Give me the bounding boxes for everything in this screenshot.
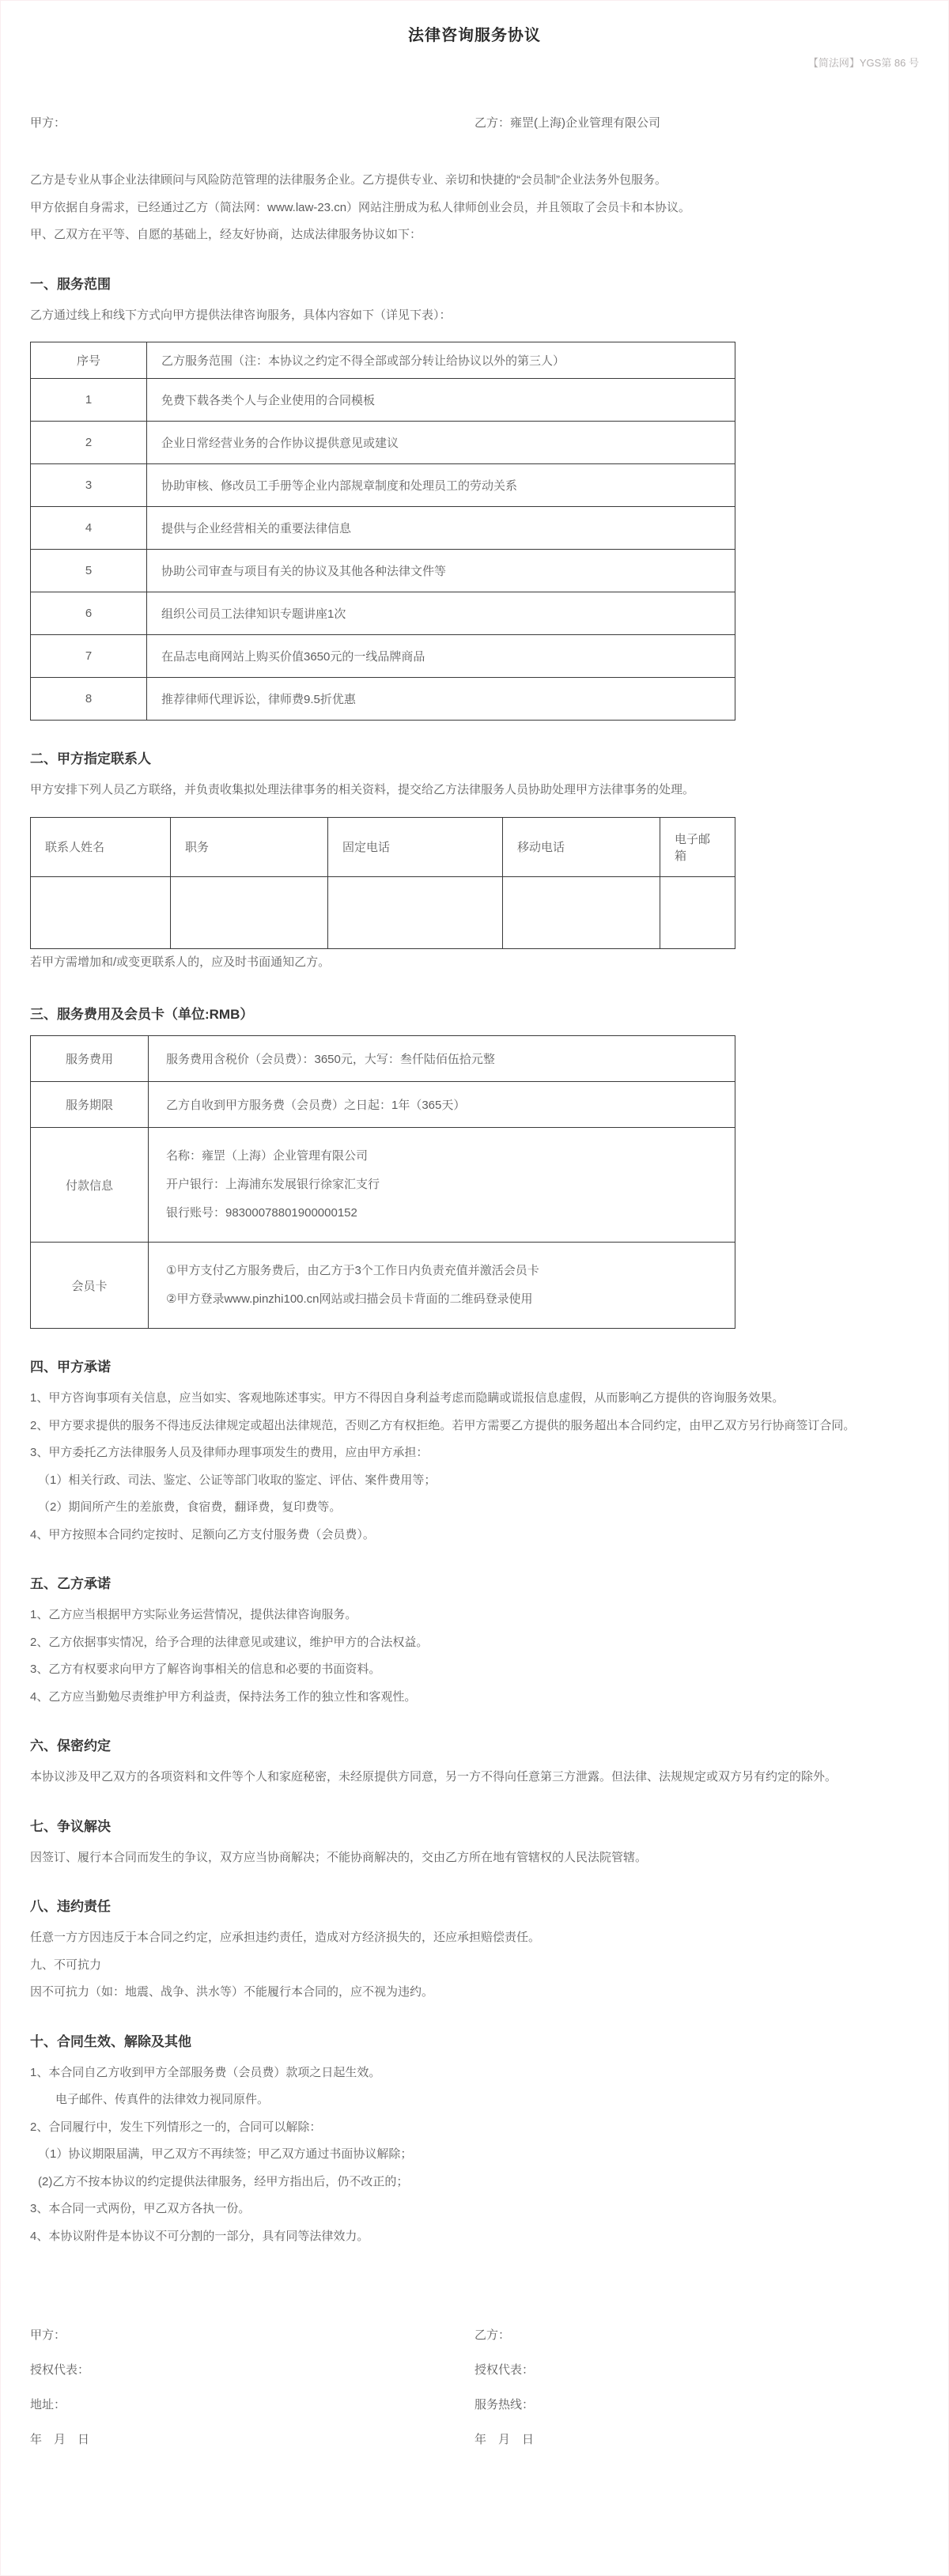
section-3-heading: 三、服务费用及会员卡（单位:RMB） — [30, 1007, 254, 1022]
row-text: 协助公司审查与项目有关的协议及其他各种法律文件等 — [147, 550, 735, 592]
column-header-no: 序号 — [31, 342, 147, 379]
table-row — [31, 550, 735, 592]
section-5-item: 4、乙方应当勤勉尽责维护甲方利益责，保持法务工作的独立性和客观性。 — [30, 1689, 417, 1704]
row-number: 4 — [31, 507, 147, 550]
section-4-item: 2、甲方要求提供的服务不得违反法律规定或超出法律规范，否则乙方有权拒绝。若甲方需要乙方提供的服务超出本合同约定，由甲乙双方另行协商签订合同。 — [30, 1418, 856, 1432]
row-number: 5 — [31, 550, 147, 592]
table-row — [31, 678, 735, 721]
signature-party-b — [475, 2326, 919, 2465]
row-number: 8 — [31, 678, 147, 721]
section-10-heading: 十、合同生效、解除及其他 — [30, 2033, 191, 2049]
section-10-subline: 电子邮件、传真件的法律效力视同原件。 — [55, 2093, 270, 2106]
fee-row-label: 付款信息 — [31, 1128, 149, 1243]
table-row — [31, 635, 735, 678]
member-card-term-2: ②甲方登录www.pinzhi100.cn网站或扫描会员卡背面的二维码登录使用 — [166, 1292, 533, 1306]
fee-row — [31, 1243, 735, 1329]
fee-row-label: 会员卡 — [31, 1243, 149, 1329]
row-number: 3 — [31, 464, 147, 507]
section-8-heading: 八、违约责任 — [30, 1899, 111, 1914]
section-1-heading: 一、服务范围 — [30, 276, 111, 292]
row-number: 2 — [31, 422, 147, 464]
fee-row-value — [149, 1243, 735, 1329]
row-text: 企业日常经营业务的合作协议提供意见或建议 — [147, 422, 735, 464]
row-text: 协助审核、修改员工手册等企业内部规章制度和处理员工的劳动关系 — [147, 464, 735, 507]
section-4-subitem: （2）期间所产生的差旅费，食宿费，翻译费，复印费等。 — [38, 1500, 342, 1514]
table-row — [31, 507, 735, 550]
contact-cell — [328, 876, 503, 948]
contact-header-name: 联系人姓名 — [31, 817, 171, 876]
parties-row — [30, 114, 919, 131]
contact-cell — [503, 876, 660, 948]
fee-table — [30, 1035, 735, 1329]
section-10-subitem: （1）协议期限届满，甲乙双方不再续签；甲乙双方通过书面协议解除； — [38, 2147, 413, 2161]
row-text: 免费下载各类个人与企业使用的合同模板 — [147, 379, 735, 422]
contacts-note: 若甲方需增加和/或变更联系人的，应及时书面通知乙方。 — [30, 955, 331, 969]
table-header-row — [31, 342, 735, 379]
sign-party-a-label: 甲方： — [30, 2328, 66, 2342]
row-text: 推荐律师代理诉讼，律师费9.5折优惠 — [147, 678, 735, 721]
party-a-label: 甲方： — [30, 116, 66, 130]
contact-header-position: 职务 — [171, 817, 328, 876]
table-row — [31, 592, 735, 635]
contacts-table — [30, 817, 735, 949]
fee-row — [31, 1082, 735, 1128]
section-7-body: 因签订、履行本合同而发生的争议，双方应当协商解决；不能协商解决的，交由乙方所在地有管辖权的人民法院管辖。 — [30, 1850, 648, 1864]
row-number: 7 — [31, 635, 147, 678]
member-card-term-1: ①甲方支付乙方服务费后，由乙方于3个工作日内负责充值并激活会员卡 — [166, 1264, 539, 1277]
row-text: 组织公司员工法律知识专题讲座1次 — [147, 592, 735, 635]
contact-header-landline: 固定电话 — [328, 817, 503, 876]
section-4-heading: 四、甲方承诺 — [30, 1360, 111, 1375]
section-8-body: 任意一方方因违反于本合同之约定，应承担违约责任，造成对方经济损失的，还应承担赔偿责任。 — [30, 1931, 541, 1944]
section-4-subitem: （1）相关行政、司法、鉴定、公证等部门收取的鉴定、评估、案件费用等； — [38, 1473, 437, 1487]
row-text: 在品志电商网站上购买价值3650元的一线品牌商品 — [147, 635, 735, 678]
contact-cell — [171, 876, 328, 948]
payee-name: 名称：雍罡（上海）企业管理有限公司 — [166, 1149, 369, 1163]
intro-block — [30, 167, 919, 249]
section-5-item: 1、乙方应当根据甲方实际业务运营情况，提供法律咨询服务。 — [30, 1608, 357, 1621]
fee-row-label: 服务费用 — [31, 1036, 149, 1082]
intro-paragraph: 甲、乙双方在平等、自愿的基础上，经友好协商，达成法律服务协议如下： — [30, 228, 422, 241]
sign-party-a-date: 年 月 日 — [30, 2433, 90, 2446]
section-10-item: 1、本合同自乙方收到甲方全部服务费（会员费）款项之日起生效。 — [30, 2065, 381, 2079]
section-1-lead: 乙方通过线上和线下方式向甲方提供法律咨询服务，具体内容如下（详见下表）： — [30, 308, 452, 322]
row-number: 6 — [31, 592, 147, 635]
section-9-body: 因不可抗力（如：地震、战争、洪水等）不能履行本合同的，应不视为违约。 — [30, 1985, 434, 1999]
sign-party-b-representative: 授权代表： — [475, 2363, 535, 2377]
section-6-heading: 六、保密约定 — [30, 1738, 111, 1753]
row-text: 提供与企业经营相关的重要法律信息 — [147, 507, 735, 550]
table-row — [31, 422, 735, 464]
contact-cell — [660, 876, 735, 948]
document-number: 【简法网】YGS第 86 号 — [807, 57, 919, 69]
section-2-lead: 甲方安排下列人员乙方联络，并负责收集拟处理法律事务的相关资料，提交给乙方法律服务人员协助处理甲方法律事务的处理。 — [30, 783, 695, 796]
section-10-item: 4、本协议附件是本协议不可分割的一部分，具有同等法律效力。 — [30, 2229, 369, 2243]
section-6-body: 本协议涉及甲乙双方的各项资料和文件等个人和家庭秘密，未经原提供方同意，另一方不得向任意第三方泄露。但法律、法规规定或双方另有约定的除外。 — [30, 1770, 837, 1784]
sign-party-a-representative: 授权代表： — [30, 2363, 90, 2377]
section-4-item: 1、甲方咨询事项有关信息，应当如实、客观地陈述事实。甲方不得因自身利益考虑而隐瞒或谎报信息虚假，从而影响乙方提供的咨询服务效果。 — [30, 1391, 785, 1405]
sign-party-b-hotline: 服务热线： — [475, 2398, 535, 2411]
row-number: 1 — [31, 379, 147, 422]
intro-paragraph: 乙方是专业从事企业法律顾问与风险防范管理的法律服务企业。乙方提供专业、亲切和快捷的“会员制”企业法务外包服务。 — [30, 173, 667, 187]
signature-block — [30, 2326, 919, 2465]
intro-paragraph: 甲方依据自身需求，已经通过乙方（简法网：www.law-23.cn）网站注册成为私人律师创业会员，并且领取了会员卡和本协议。 — [30, 200, 691, 214]
table-row — [31, 464, 735, 507]
section-5-item: 3、乙方有权要求向甲方了解咨询事相关的信息和必要的书面资料。 — [30, 1662, 381, 1676]
signature-party-a — [30, 2326, 475, 2465]
section-10-item: 3、本合同一式两份，甲乙双方各执一份。 — [30, 2202, 251, 2215]
fee-row-value — [149, 1128, 735, 1243]
column-header-scope: 乙方服务范围（注：本协议之约定不得全部或部分转让给协议以外的第三人） — [147, 342, 735, 379]
section-10-subitem: (2)乙方不按本协议的约定提供法律服务，经甲方指出后，仍不改正的； — [38, 2174, 409, 2188]
section-2-heading: 二、甲方指定联系人 — [30, 751, 151, 766]
section-4-item: 3、甲方委托乙方法律服务人员及律师办理事项发生的费用，应由甲方承担： — [30, 1446, 429, 1459]
fee-row-value: 服务费用含税价（会员费）：3650元，大写：叁仟陆佰伍拾元整 — [149, 1036, 735, 1082]
page-title: 法律咨询服务协议 — [408, 27, 541, 44]
party-b-label: 乙方：雍罡(上海)企业管理有限公司 — [475, 116, 660, 130]
section-5-item: 2、乙方依据事实情况，给予合理的法律意见或建议，维护甲方的合法权益。 — [30, 1635, 429, 1649]
contact-header-email: 电子邮箱 — [660, 817, 735, 876]
section-9-title: 九、不可抗力 — [30, 1958, 102, 1972]
fee-row — [31, 1128, 735, 1243]
section-5-heading: 五、乙方承诺 — [30, 1576, 111, 1591]
sign-party-b-label: 乙方： — [475, 2328, 511, 2342]
payee-bank: 开户银行：上海浦东发展银行徐家汇支行 — [166, 1178, 380, 1191]
payee-account: 银行账号：98300078801900000152 — [166, 1206, 357, 1220]
fee-row — [31, 1036, 735, 1082]
service-scope-table — [30, 342, 735, 721]
contact-cell — [31, 876, 171, 948]
section-7-heading: 七、争议解决 — [30, 1818, 111, 1834]
sign-party-b-date: 年 月 日 — [475, 2433, 535, 2446]
contact-header-mobile: 移动电话 — [503, 817, 660, 876]
table-row — [31, 379, 735, 422]
fee-row-label: 服务期限 — [31, 1082, 149, 1128]
fee-row-value: 乙方自收到甲方服务费（会员费）之日起：1年（365天） — [149, 1082, 735, 1128]
sign-party-a-address: 地址： — [30, 2398, 66, 2411]
contacts-header-row — [31, 817, 735, 876]
section-10-item: 2、合同履行中，发生下列情形之一的，合同可以解除： — [30, 2120, 322, 2134]
contacts-empty-row — [31, 876, 735, 948]
section-4-item: 4、甲方按照本合同约定按时、足额向乙方支付服务费（会员费）。 — [30, 1527, 375, 1541]
